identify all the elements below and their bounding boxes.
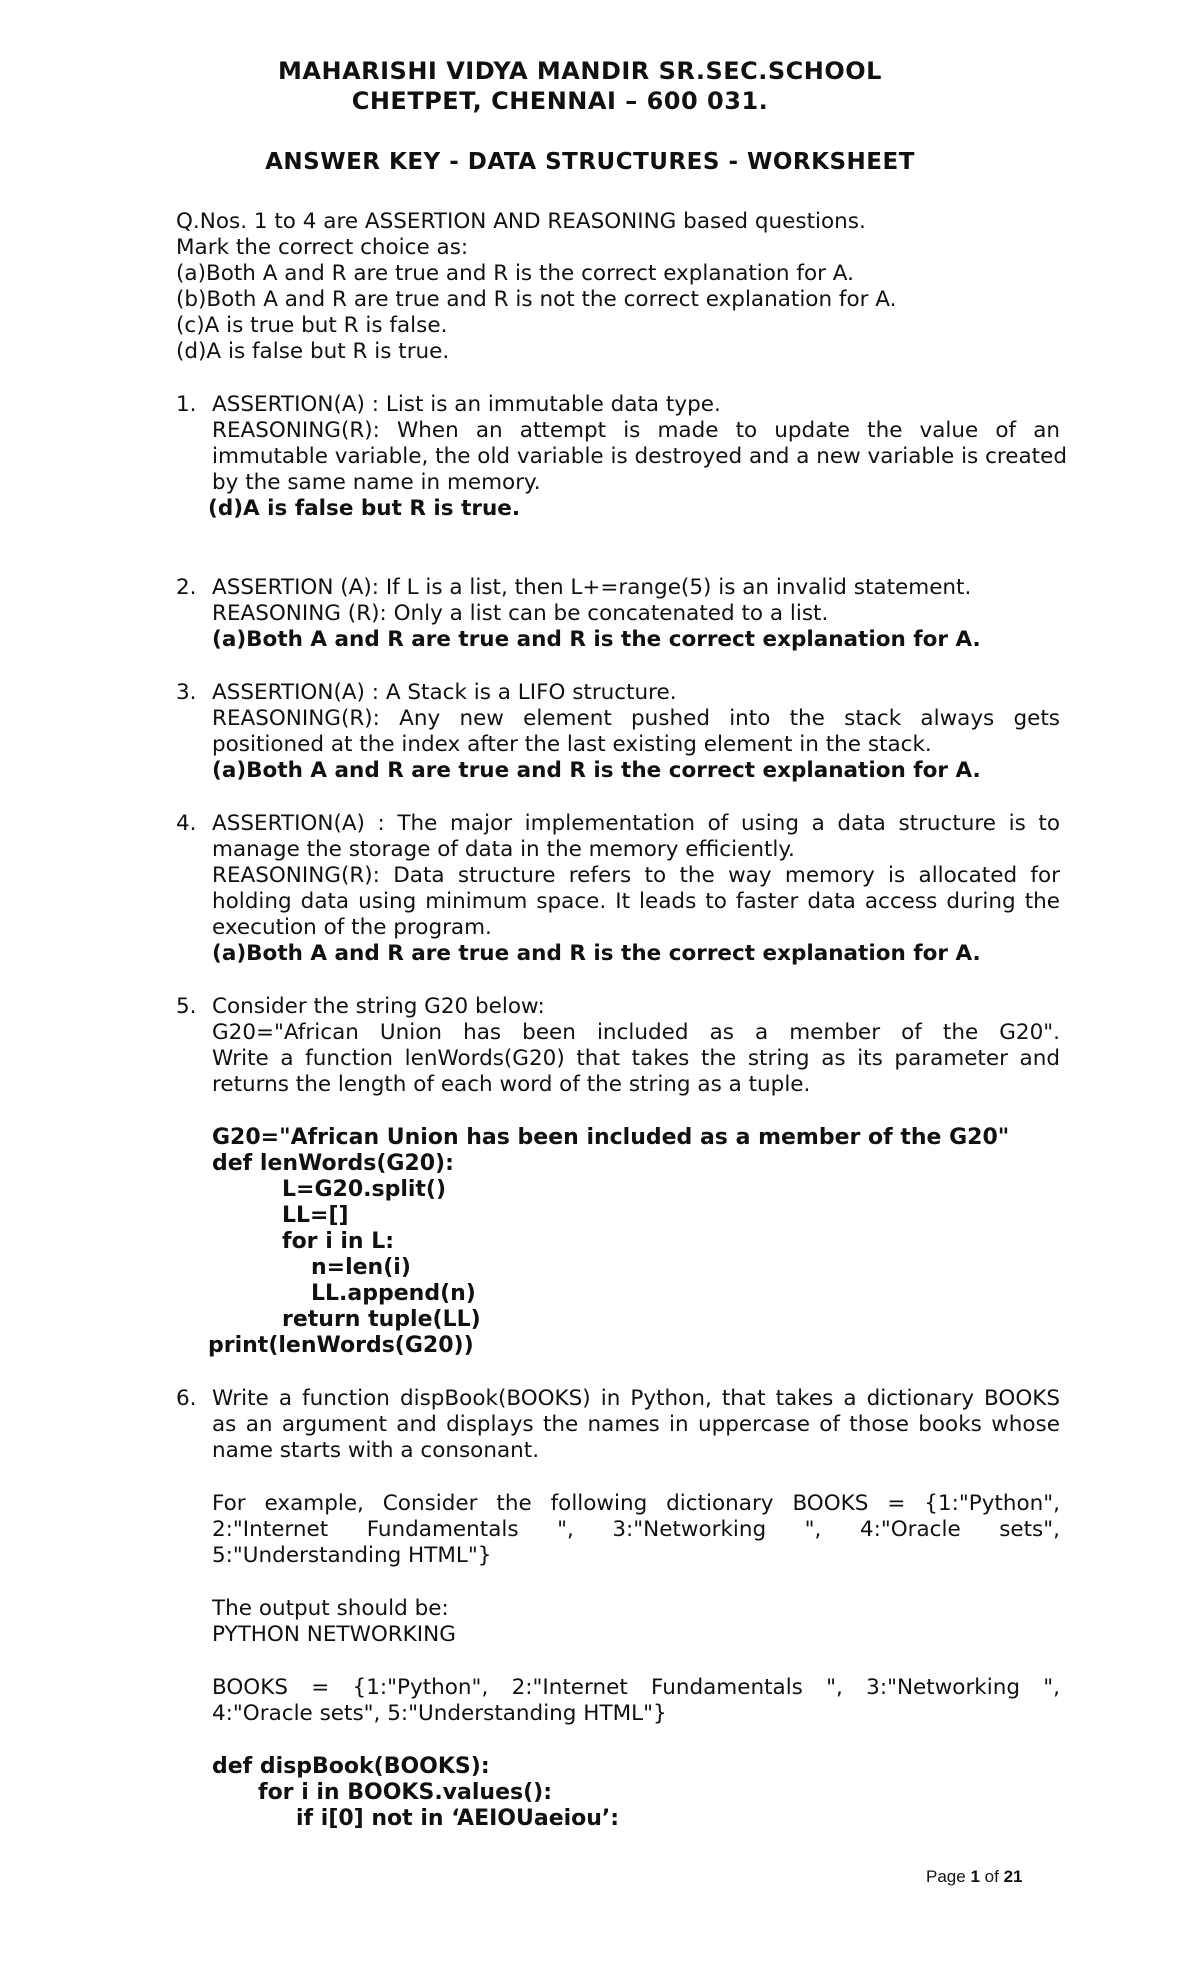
question-number: 3.: [176, 680, 197, 705]
code-line: LL=[]: [282, 1203, 349, 1228]
q3-answer: (a)Both A and R are true and R is the correct explanation for A.: [212, 758, 981, 783]
q6-example: 5:"Understanding HTML"}: [212, 1543, 492, 1568]
q6-text: Write a function dispBook(BOOKS) in Python, that takes a dictionary BOOKS: [212, 1386, 1060, 1411]
page-number: 1: [970, 1867, 980, 1886]
q5-text: Consider the string G20 below:: [212, 994, 545, 1019]
question-number: 1.: [176, 392, 197, 417]
q6-output: PYTHON NETWORKING: [212, 1622, 456, 1647]
code-line: def lenWords(G20):: [212, 1151, 454, 1176]
q4-assertion: ASSERTION(A) : The major implementation of using a data structure is to: [212, 811, 1060, 836]
q5-text: G20="African Union has been included as a member of the G20".: [212, 1020, 1060, 1045]
question-number: 5.: [176, 994, 197, 1019]
q5-text: returns the length of each word of the string as a tuple.: [212, 1072, 811, 1097]
choice-a: (a)Both A and R are true and R is the correct explanation for A.: [176, 261, 854, 286]
code-line: if i[0] not in ‘AEIOUaeiou’:: [296, 1806, 620, 1831]
q6-output-label: The output should be:: [212, 1596, 449, 1621]
q6-example: 2:"Internet Fundamentals ", 3:"Networking ", 4:"Oracle sets",: [212, 1517, 1060, 1542]
q6-books: BOOKS = {1:"Python", 2:"Internet Fundamentals ", 3:"Networking ",: [212, 1675, 1060, 1700]
question-number: 4.: [176, 811, 197, 836]
code-line: for i in BOOKS.values():: [258, 1780, 552, 1805]
page-word: Page: [926, 1867, 966, 1886]
q3-assertion: ASSERTION(A) : A Stack is a LIFO structure.: [212, 680, 677, 705]
q4-answer: (a)Both A and R are true and R is the correct explanation for A.: [212, 941, 981, 966]
code-line: def dispBook(BOOKS):: [212, 1754, 490, 1779]
q2-answer: (a)Both A and R are true and R is the correct explanation for A.: [212, 627, 981, 652]
code-line: return tuple(LL): [282, 1307, 481, 1332]
q2-assertion: ASSERTION (A): If L is a list, then L+=range(5) is an invalid statement.: [212, 575, 972, 600]
q6-text: name starts with a consonant.: [212, 1438, 540, 1463]
choice-d: (d)A is false but R is true.: [176, 339, 450, 364]
code-line: G20="African Union has been included as a member of the G20": [212, 1125, 1010, 1150]
q6-text: as an argument and displays the names in uppercase of those books whose: [212, 1412, 1060, 1437]
page-title: ANSWER KEY - DATA STRUCTURES - WORKSHEET: [265, 149, 915, 175]
q2-reason: REASONING (R): Only a list can be concatenated to a list.: [212, 601, 829, 626]
q1-reason: immutable variable, the old variable is destroyed and a new variable is created: [212, 444, 1067, 469]
q1-answer: (d)A is false but R is true.: [208, 496, 521, 521]
q1-reason: by the same name in memory.: [212, 470, 541, 495]
choice-c: (c)A is true but R is false.: [176, 313, 448, 338]
page-total: 21: [1003, 1867, 1023, 1886]
q4-reason: execution of the program.: [212, 915, 492, 940]
q4-reason: holding data using minimum space. It leads to faster data access during the: [212, 889, 1060, 914]
choice-b: (b)Both A and R are true and R is not the correct explanation for A.: [176, 287, 897, 312]
code-line: for i in L:: [282, 1229, 395, 1254]
code-line: L=G20.split(): [282, 1177, 447, 1202]
intro-line: Mark the correct choice as:: [176, 235, 469, 260]
page-footer: [926, 1867, 1022, 1887]
q3-reason: REASONING(R): Any new element pushed into the stack always gets: [212, 706, 1060, 731]
school-name: MAHARISHI VIDYA MANDIR SR.SEC.SCHOOL: [278, 57, 882, 85]
question-number: 2.: [176, 575, 197, 600]
q6-example: For example, Consider the following dictionary BOOKS = {1:"Python",: [212, 1491, 1060, 1516]
q4-assertion: manage the storage of data in the memory efficiently.: [212, 837, 795, 862]
q6-books: 4:"Oracle sets", 5:"Understanding HTML"}: [212, 1701, 667, 1726]
q1-assertion: ASSERTION(A) : List is an immutable data type.: [212, 392, 721, 417]
q1-reason: REASONING(R): When an attempt is made to update the value of an: [212, 418, 1060, 443]
school-address: CHETPET, CHENNAI – 600 031.: [351, 87, 769, 115]
q3-reason: positioned at the index after the last existing element in the stack.: [212, 732, 932, 757]
code-line: LL.append(n): [311, 1281, 476, 1306]
q5-text: Write a function lenWords(G20) that takes the string as its parameter and: [212, 1046, 1060, 1071]
of-word: of: [984, 1867, 999, 1886]
code-line: n=len(i): [311, 1255, 411, 1280]
intro-line: Q.Nos. 1 to 4 are ASSERTION AND REASONING based questions.: [176, 209, 866, 234]
code-line: print(lenWords(G20)): [208, 1333, 474, 1358]
q4-reason: REASONING(R): Data structure refers to the way memory is allocated for: [212, 863, 1060, 888]
question-number: 6.: [176, 1386, 197, 1411]
